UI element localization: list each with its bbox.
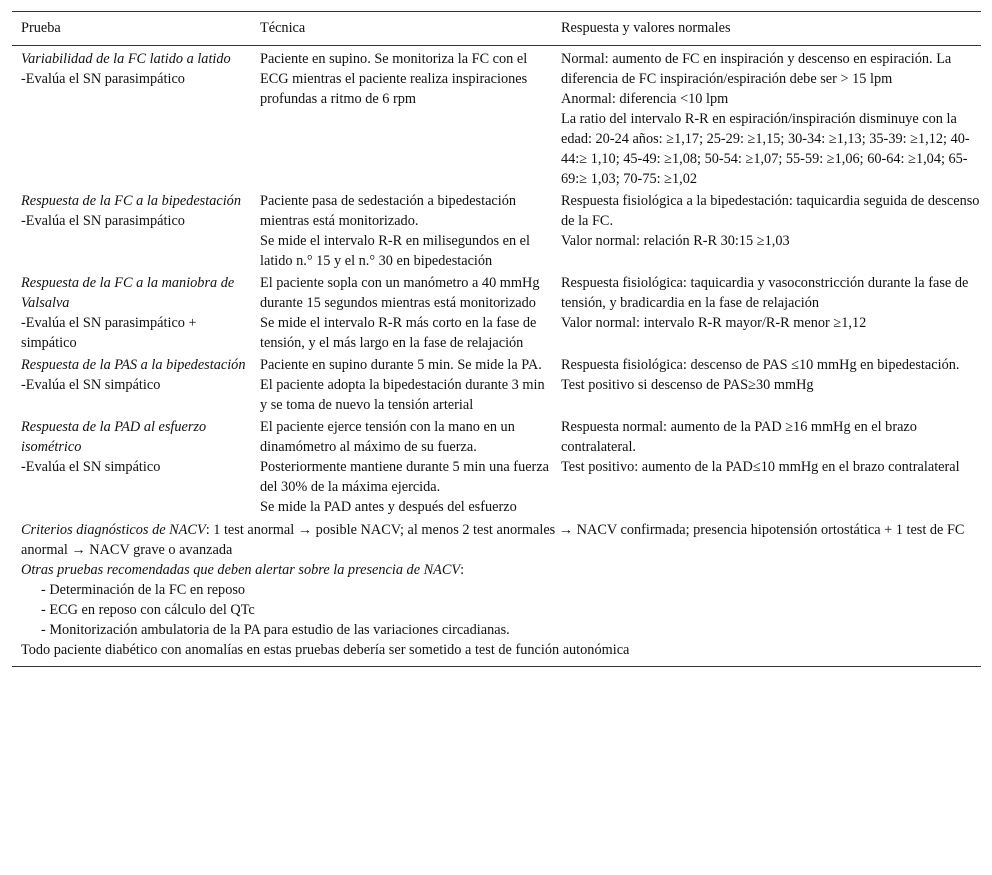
response-text: Respuesta fisiológica a la bipedestación: taquicardia seguida de descenso de la FC.	[561, 193, 980, 229]
tecnica-cell	[251, 190, 552, 272]
technique-text: Posteriormente mantiene durante 5 min una fuerza del 30% de la máxima ejercida.	[260, 459, 550, 495]
response-text: Test positivo: aumento de la PAD≤10 mmHg en el brazo contralateral	[561, 459, 960, 475]
prueba-cell	[12, 46, 251, 191]
table-row	[12, 354, 981, 416]
test-name: Variabilidad de la FC latido a latido	[21, 51, 231, 67]
test-name: Respuesta de la PAS a la bipedestación	[21, 357, 246, 373]
document-table-container	[12, 11, 981, 667]
prueba-cell	[12, 272, 251, 354]
tecnica-cell	[251, 46, 552, 191]
test-name: Respuesta de la FC a la maniobra de Valsalva	[21, 275, 235, 311]
technique-text: Paciente en supino. Se monitoriza la FC con el ECG mientras el paciente realiza inspiraciones profundas a ritmo de 6 rpm	[260, 51, 528, 107]
closing-note: Todo paciente diabético con anomalías en estas pruebas debería ser sometido a test de función autonómica	[21, 642, 630, 658]
technique-text: Se mide el intervalo R-R en milisegundos en el latido n.° 15 y el n.° 30 en bipedestación	[260, 233, 531, 269]
other-tests-heading	[21, 560, 981, 580]
technique-text: El paciente adopta la bipedestación durante 3 min y se toma de nuevo la tensión arterial	[260, 377, 545, 413]
test-name: Respuesta de la FC a la bipedestación	[21, 193, 241, 209]
prueba-cell	[12, 190, 251, 272]
autonomic-tests-table	[12, 11, 981, 518]
respuesta-cell	[552, 354, 981, 416]
header-tecnica: Técnica	[251, 12, 552, 46]
test-evaluates: -Evalúa el SN parasimpático	[21, 71, 185, 87]
technique-text: Paciente en supino durante 5 min. Se mide la PA.	[260, 357, 542, 373]
response-text: Respuesta fisiológica: taquicardia y vasoconstricción durante la fase de tensión, y bradicardia en la fase de relajación	[561, 275, 969, 311]
response-text: Respuesta normal: aumento de la PAD ≥16 mmHg en el brazo contralateral.	[561, 419, 917, 455]
tecnica-cell	[251, 354, 552, 416]
test-name: Respuesta de la PAD al esfuerzo isométrico	[21, 419, 207, 455]
response-text: La ratio del intervalo R-R en espiración/inspiración disminuye con la edad: 20-24 años: ≥1,17; 25-29: ≥1,15; 30-34: ≥1,13; 35-39: ≥1,12; 40-44:≥ 1,10; 45-49: ≥1,08; 50-54: ≥1,07; 55-59: ≥1,06; 60-64: ≥1,04; 65-69:≥ 1,03; 70-75: ≥1,02	[561, 111, 970, 187]
technique-text: El paciente ejerce tensión con la mano en un dinamómetro al máximo de su fuerza.	[260, 419, 515, 455]
respuesta-cell	[552, 190, 981, 272]
response-text: Anormal: diferencia <10 lpm	[561, 91, 729, 107]
other-tests-colon: :	[460, 562, 465, 578]
test-evaluates: -Evalúa el SN simpático	[21, 377, 161, 393]
criteria-text: : 1 test anormal → posible NACV; al menos 2 test anormales → NACV confirmada; presencia hipotensión ortostática + 1 test de FC anormal → NACV grave o avanzada	[21, 522, 965, 558]
tecnica-cell	[251, 416, 552, 518]
prueba-cell	[12, 416, 251, 518]
response-text: Valor normal: intervalo R-R mayor/R-R menor ≥1,12	[561, 315, 867, 331]
respuesta-cell	[552, 416, 981, 518]
prueba-cell	[12, 354, 251, 416]
table-row	[12, 272, 981, 354]
technique-text: Se mide la PAD antes y después del esfuerzo	[260, 499, 517, 515]
table-row	[12, 416, 981, 518]
response-text: Respuesta fisiológica: descenso de PAS ≤10 mmHg en bipedestación.	[561, 357, 960, 373]
test-evaluates: -Evalúa el SN parasimpático + simpático	[21, 315, 197, 351]
criteria-label: Criterios diagnósticos de NACV	[21, 522, 206, 538]
table-footnotes	[12, 518, 981, 667]
response-text: Valor normal: relación R-R 30:15 ≥1,03	[561, 233, 790, 249]
other-test-item: - Determinación de la FC en reposo	[41, 582, 246, 598]
table-header-row	[12, 12, 981, 46]
table-row	[12, 190, 981, 272]
response-text: Test positivo si descenso de PAS≥30 mmHg	[561, 377, 814, 393]
technique-text: Se mide el intervalo R-R más corto en la fase de tensión, y el más largo en la fase de relajación	[260, 315, 537, 351]
test-evaluates: -Evalúa el SN parasimpático	[21, 213, 185, 229]
other-test-item: - ECG en reposo con cálculo del QTc	[41, 602, 255, 618]
test-evaluates: -Evalúa el SN simpático	[21, 459, 161, 475]
respuesta-cell	[552, 272, 981, 354]
response-text: Normal: aumento de FC en inspiración y descenso en espiración. La diferencia de FC inspiración/espiración debe ser > 15 lpm	[561, 51, 952, 87]
other-tests-label: Otras pruebas recomendadas que deben alertar sobre la presencia de NACV	[21, 562, 461, 578]
other-test-item: - Monitorización ambulatoria de la PA para estudio de las variaciones circadianas.	[41, 622, 510, 638]
header-respuesta: Respuesta y valores normales	[552, 12, 981, 46]
diagnostic-criteria	[21, 520, 981, 560]
tecnica-cell	[251, 272, 552, 354]
table-row	[12, 46, 981, 191]
technique-text: El paciente sopla con un manómetro a 40 mmHg durante 15 segundos mientras está monitorizado	[260, 275, 540, 311]
respuesta-cell	[552, 46, 981, 191]
header-prueba: Prueba	[12, 12, 251, 46]
technique-text: Paciente pasa de sedestación a bipedestación mientras está monitorizado.	[260, 193, 517, 229]
